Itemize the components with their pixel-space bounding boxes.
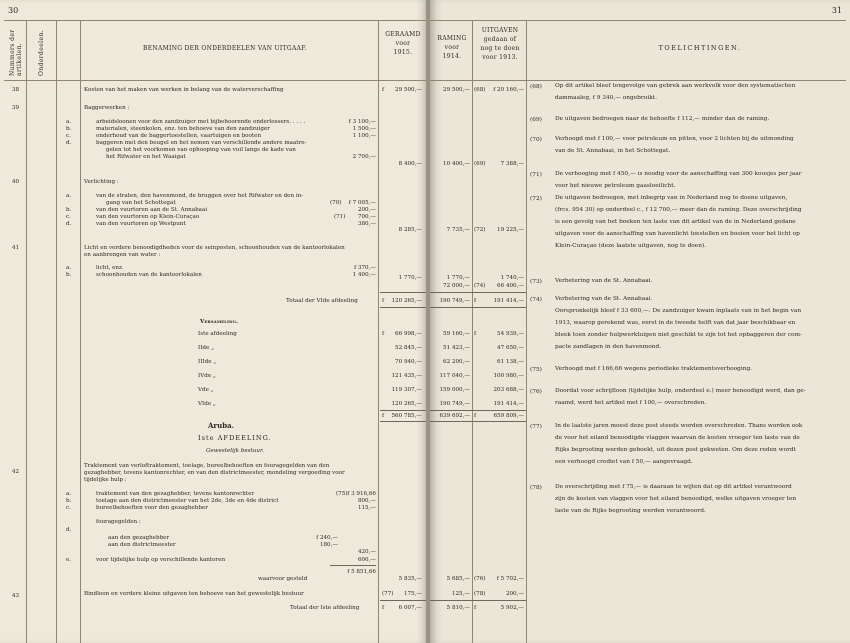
header-raming [432, 34, 472, 61]
notes-7-ref: (75) [530, 367, 542, 373]
rows-a41-items-1-text: schoonhouden van de kantoorlokalen [96, 272, 202, 278]
versameling-rows-1-g: 52 845,— [395, 345, 422, 351]
versameling-rows-2-u: 61 138,— [497, 359, 524, 365]
a42-items-0-letter: a. [66, 491, 72, 497]
rows-a40-items-0-letter: a. [66, 193, 72, 199]
rows-a40-items-3-text: van den vuurtoren op Klein-Curaçao [96, 214, 200, 220]
rows-a41-items-0-letter: a. [66, 265, 72, 271]
versameling-rows-0-label: Iste afdeeling [198, 331, 237, 337]
rows-a39-items-4-text: gelen tot het voorkomen van ophooping van vuil langs de kade van [106, 147, 296, 153]
a42-d2v: 180,— [319, 542, 338, 548]
a42-text-0: Traktement van verloftraktement, toelage, bureelbehoeften en fouragegelden van den [84, 463, 330, 469]
rows-a39-items-3-text: baggeren met den beugel en het nemen van verschillende andere maatre- [96, 140, 307, 146]
notes-0-ref: (68) [530, 84, 542, 90]
rule-line [378, 20, 379, 643]
rule-line [430, 410, 526, 411]
versameling-f: f [474, 413, 477, 419]
notes-6-lines-3: bleek toen zonder hulpwerktuigen niet geschikt te zijn tot het opbaggeren der com- [555, 332, 802, 338]
rule-line [4, 80, 428, 81]
a42-items-2-v: 115,— [357, 505, 376, 511]
a43-ref: (78) [474, 591, 486, 597]
notes-3-ref: (71) [530, 172, 542, 178]
notes-1-lines-0: De uitgaven bedroegen naar de behoefte f 112,— minder dan de raming. [555, 116, 770, 122]
totaal_aruba-label: Totaal der Iste afdeeling [290, 605, 360, 611]
notes-5-ref: (73) [530, 279, 542, 285]
notes-9-lines-0: In de laatste jaren moest deze post steeds worden overschreden. Thans worden ook [555, 423, 803, 429]
rule-line [380, 292, 428, 293]
rows-totaal6-f: f [474, 298, 477, 304]
versameling-f: f [474, 331, 477, 337]
versameling-rows-3-label: IVde „ [198, 373, 216, 379]
rows-a41-r1914a: 1 770,— [446, 275, 470, 281]
notes-8-lines-1: raamd, werd het artikel met f 100,— overschreden. [555, 400, 707, 406]
a43-g1915: 175,— [403, 591, 422, 597]
rows-a39-items-1-text: materialen, steenkolen, enz. ten behoeve van den zandzuiger [96, 126, 270, 132]
versameling-rows-4-u: 203 688,— [493, 387, 524, 393]
aruba-afd: Iste AFDEELING. [198, 434, 272, 442]
versameling-title: Versameling. [200, 319, 238, 325]
rows-a40-items-4-v: 380,— [357, 221, 376, 227]
notes-4-lines-4: Klein-Curaçao (deze laatste uitgaven, nog te doen). [555, 243, 707, 249]
a43-u1913: 200,— [505, 591, 524, 597]
rows-a40-items-1-ref: (70) [330, 200, 342, 206]
rows-a39-r1914: 10 400,— [443, 161, 470, 167]
rows-a39-items-1-v: 1 500,— [352, 126, 376, 132]
versameling-total_g: 560 785,— [391, 413, 422, 419]
totaal_aruba-r1914: 5 810,— [446, 605, 470, 611]
a42-waarvoor: waarvoor gesteld [258, 576, 308, 582]
notes-8-ref: (76) [530, 389, 542, 395]
amount-1915: 29 500,— [395, 87, 422, 93]
rows-a40-items-1-text: gang van het Schottegat [106, 200, 176, 206]
notes-3-lines-0: De verhooging met f 450,— is noodig voor de aanschaffing van 300 kousjes per jaar [555, 171, 802, 177]
rows-a39-items-5-text: het Rifwater en het Waaigat [106, 154, 186, 160]
rows-a41-g1915: 1 770,— [398, 275, 422, 281]
headers-geraamd-0: GERAAMD [385, 31, 421, 38]
notes-0-lines-0: Op dit artikel bleef tengevolge van gebrek aan werkvolk voor den systematischen [555, 83, 796, 89]
rows-a39-u1913: 7 388,— [500, 161, 524, 167]
rows-a39-ref: (69) [474, 161, 486, 167]
a42-items-2-text: bureelbehoeften voor den gezaghebber [96, 505, 208, 511]
notes-2-ref: (70) [530, 137, 542, 143]
rows-a40-items-3-v: 700,— [357, 214, 376, 220]
rows-a39-items-1-letter: b. [66, 126, 72, 132]
a43-num: 43 [12, 593, 20, 599]
header-nummers: Nummers der artikelen. [9, 29, 23, 76]
versameling-rows-5-r: 190 749,— [439, 401, 470, 407]
a42-items-0-text: traktement van den gezaghebber, tevens kantonrechter [96, 491, 255, 497]
totaal_aruba-u1913: 5 902,— [500, 605, 524, 611]
rule-line [380, 410, 428, 411]
versameling-rows-1-u: 47 650,— [497, 345, 524, 351]
header-benaming: BENAMING DER ONDERDEELEN VAN UITGAAF. [143, 45, 307, 52]
a42-d1v: f 240,— [316, 535, 338, 541]
a42-items-2-letter: c. [66, 505, 71, 511]
rows-a39-items-2-letter: c. [66, 133, 71, 139]
rows-a39-title: Baggerwerken : [84, 105, 130, 111]
headers-uitgaven-3: voor 1913. [482, 54, 518, 61]
a42-u1913: f 5 702,— [496, 576, 524, 582]
rows-a40-items-2-letter: b. [66, 207, 72, 213]
rows-a40-u1913: 19 225,— [497, 227, 524, 233]
rows-a39-items-0-v: f 3 100,— [348, 119, 376, 125]
rule-line [56, 20, 57, 643]
notes-5-lines-0: Verbetering van de St. Annabaai. [555, 278, 653, 284]
rows-a40-items-0-text: van de straten, den havenmond, de bruggen over het Rifwater en den in- [96, 193, 304, 199]
rule-line [330, 565, 376, 566]
headers-uitgaven-2: nog te doen [480, 45, 520, 52]
total-label: Totaal der VIde afdeeling [286, 298, 358, 304]
rows-a39-items-2-text: onderhoud van de baggertoestellen, vaartuigen en booten [96, 133, 262, 139]
headers-raming-1: voor [444, 44, 460, 51]
rule-line [430, 421, 526, 422]
rows-a40-items-3-letter: c. [66, 214, 71, 220]
a42-items-0-ref: (75) [336, 491, 348, 497]
versameling-rows-5-g: 120 265,— [391, 401, 422, 407]
a42-foerage: fouragegelden : [96, 519, 141, 525]
rows-totaal6-r1914: 190 749,— [439, 298, 470, 304]
rule-line [80, 20, 81, 643]
rows-a41-text1: Licht en verdere benoodigdheden voor de seinposten, schoonhouden van de kantoorlokalen [84, 245, 345, 251]
rule-line [380, 421, 428, 422]
a42-e_letter: e. [66, 557, 72, 563]
aruba-sub: Gewestelijk bestuur. [206, 448, 264, 454]
a42-num: 42 [12, 469, 20, 475]
versameling-rows-5-u: 191 414,— [493, 401, 524, 407]
rows-a40-ref: (72) [474, 227, 486, 233]
versameling-rows-2-g: 70 940,— [395, 359, 422, 365]
headers-geraamd-2: 1915. [393, 49, 413, 56]
article-text: Kosten van het maken van werken in belang van de waterverschaffing [84, 87, 284, 93]
totaal_aruba-f: f [382, 605, 385, 611]
rule-line [380, 600, 428, 601]
rule-line [26, 20, 27, 643]
a42-text-2: tijdelijke hulp : [84, 477, 127, 483]
versameling-rows-4-g: 119 307,— [391, 387, 422, 393]
article-number: 38 [12, 87, 20, 93]
page-number-left: 30 [8, 6, 19, 15]
aruba-title: Aruba. [208, 421, 235, 430]
a42-e: voor tijdelijke hulp op verschillende kantoren [96, 557, 226, 563]
rows-a40-num: 40 [12, 179, 20, 185]
versameling-total_r: 639 692,— [439, 413, 470, 419]
notes-4-lines-1: (frcs. 954 30) op onderdeel c., f 12 700,— meer dan de raming. Deze overschrijding [555, 207, 802, 213]
rows-a38-r1914: 29 500,— [443, 87, 470, 93]
notes-6-ref: (74) [530, 297, 542, 303]
notes-9-ref: (77) [530, 424, 542, 430]
header-toelichtingen: TOELICHTINGEN. [658, 44, 742, 52]
notes-10-lines-1: zijn de kosten van vlaggen voor het eiland benoodigd, welke uitgaven vroeger ten [555, 496, 797, 502]
versameling-rows-3-g: 121 435,— [391, 373, 422, 379]
a42-items-1-text: toelage aan den districtmeester van het 2de, 3de en 4de district [96, 498, 279, 504]
versameling-rows-2-r: 62 200,— [443, 359, 470, 365]
a42-ref: (76) [474, 576, 486, 582]
versameling-rows-0-g: 66 998,— [395, 331, 422, 337]
versameling-rows-3-r: 117 040,— [439, 373, 470, 379]
right-page [430, 0, 850, 643]
a42-d_letter: d. [66, 527, 72, 533]
rows-a41-items-0-text: licht, enz. [96, 265, 124, 271]
notes-10-lines-0: De overschrijding met f 75,— is daaraan te wijten dat op dit artikel verantwoord [555, 484, 792, 490]
rows-a39-items-3-letter: d. [66, 140, 72, 146]
rows-a41-items-1-letter: b. [66, 272, 72, 278]
versameling-f: f [382, 331, 385, 337]
rows-a41-ref: (74) [474, 283, 486, 289]
a42-text-1: gezaghebber, tevens kantonrechter, en van den districtmeester, mondeling vergoeding voor [84, 470, 345, 476]
rows-a41-u1913b: 66 400,— [497, 283, 524, 289]
a42-ev: 600,— [357, 557, 376, 563]
notes-2-lines-1: van de St. Annabaai, in het Schottegat. [555, 148, 671, 154]
headers-geraamd-1: voor [395, 40, 411, 47]
rows-a41-num: 41 [12, 245, 20, 251]
rows-a39-g1915: 8 400,— [398, 161, 422, 167]
rows-a40-items-1-v: f 7 005,— [348, 200, 376, 206]
rows-a39-items-0-letter: a. [66, 119, 72, 125]
rows-a41-items-0-v: f 370,— [354, 265, 376, 271]
rows-a41-items-1-v: 1 400,— [352, 272, 376, 278]
headers-raming-2: 1914. [442, 53, 462, 60]
a42-items-1-letter: b. [66, 498, 72, 504]
rows-totaal6-f: f [382, 298, 385, 304]
versameling-rows-0-r: 59 160,— [443, 331, 470, 337]
rows-a39-items-2-v: 1 100,— [352, 133, 376, 139]
notes-6-lines-2: 1913, waarop gerekend was, eerst in de tweede helft van dat jaar beschikbaar en [555, 320, 796, 326]
notes-10-ref: (78) [530, 485, 542, 491]
a42-items-0-v: f 3 916,66 [347, 491, 376, 497]
a42-items-1-v: 800,— [357, 498, 376, 504]
rows-a38-ref: (68) [474, 87, 486, 93]
rows-a40-title: Verlichting : [84, 179, 119, 185]
rule-line [430, 600, 526, 601]
notes-4-ref: (72) [530, 196, 542, 202]
versameling-f: f [382, 413, 385, 419]
a42-r1914: 5 685,— [446, 576, 470, 582]
headers-uitgaven-0: UITGAVEN [481, 27, 519, 34]
notes-3-lines-1: voor het nieuwe petroleum gaasloeilicht. [555, 183, 676, 189]
a43-r1914: 125,— [451, 591, 470, 597]
versameling-rows-4-r: 159 000,— [439, 387, 470, 393]
a42-dsum: 420,— [357, 549, 376, 555]
notes-7-lines-0: Verhoogd met f 166,66 wegens periodieke traktementsverhooging. [555, 366, 753, 372]
rule-line [472, 20, 473, 643]
rows-a40-items-4-text: van den vuurtoren op Westpunt [96, 221, 186, 227]
versameling-rows-0-u: 54 939,— [497, 331, 524, 337]
rule-line [380, 307, 428, 308]
a42-sum: f 5 851,66 [347, 569, 376, 575]
rule-line [430, 307, 526, 308]
rows-a38-f: f [382, 87, 385, 93]
header-onderdeelen: Onderdeelen. [38, 29, 45, 76]
a42-d1: aan den gezaghebber [108, 535, 170, 541]
versameling-rows-4-label: Vde „ [198, 387, 214, 393]
rows-a40-items-4-letter: d. [66, 221, 72, 227]
versameling-rows-3-u: 100 980,— [493, 373, 524, 379]
rule-line [526, 20, 527, 643]
rows-totaal6-g1915: 120 265,— [391, 298, 422, 304]
rows-a41-u1913a: 1 740,— [500, 275, 524, 281]
notes-4-lines-2: is een gevolg van het boeken ten laste van dit artikel van de in Nederland gedane [555, 219, 796, 225]
header-geraamd [380, 30, 426, 57]
notes-6-lines-4: pacte zandlagen in den havenmond. [555, 344, 662, 350]
notes-1-ref: (69) [530, 117, 542, 123]
versameling-rows-1-r: 51 423,— [443, 345, 470, 351]
notes-4-lines-3: uitgaven voor de aanschaffing van havenlicht toestellen en booien voor het licht op [555, 231, 800, 237]
rule-line [430, 20, 846, 21]
versameling-rows-5-label: VIde „ [198, 401, 216, 407]
rows-totaal6-u1913: 191 414,— [493, 298, 524, 304]
a42-g1915: 5 835,— [398, 576, 422, 582]
rows-a40-items-2-v: 200,— [357, 207, 376, 213]
totaal_aruba-f: f [474, 605, 477, 611]
rows-a38-u1913: f 20 160,— [493, 87, 524, 93]
versameling-total_u: 659 809,— [493, 413, 524, 419]
notes-10-lines-2: laste van de Rijks begrooting werden verantwoord. [555, 508, 706, 514]
totaal_aruba-g1915: 6 007,— [398, 605, 422, 611]
notes-9-lines-1: de voor het eiland benoodigde vlaggen waarvan de kosten vroeger ten laste van de [555, 435, 800, 441]
rule-line [4, 20, 428, 21]
notes-8-lines-0: Doordat voor schrijfloon (tijdelijke hulp, onderdeel e.) meer benoodigd werd, dan ge- [555, 388, 806, 394]
page-number-right: 31 [831, 6, 842, 15]
a43-ref1: (77) [382, 591, 394, 597]
notes-4-lines-0: De uitgaven bedroegen, met inbegrip van in Nederland nog te doene uitgaven, [555, 195, 788, 201]
notes-6-lines-0: Verbetering van de St. Annabaai. [555, 296, 653, 302]
versameling-rows-1-label: IIde „ [198, 345, 214, 351]
notes-0-lines-1: dammaaleg, f 9 340,— ongebruikt. [555, 95, 657, 101]
notes-9-lines-2: Rijks begrooting werden geboekt, uit dezen post gekweten. Om deze reden wordt [555, 447, 796, 453]
rows-a41-r1914b: 72 000,— [443, 283, 470, 289]
rule-line [430, 292, 526, 293]
rows-a39-num: 39 [12, 105, 20, 111]
headers-raming-0: RAMING [437, 35, 467, 42]
rows-a40-items-3-ref: (71) [334, 214, 346, 220]
rows-a40-r1914: 7 735,— [446, 227, 470, 233]
rows-a40-g1915: 8 285,— [398, 227, 422, 233]
a43-text: Bindloon en verdere kleine uitgaven ten behoeve van het gewestelijk bestuur [84, 591, 304, 597]
rows-a39-items-0-text: arbeidsloonen voor den zandzuiger met bijbehoorende onderlossers. . . . . [96, 119, 306, 125]
versameling-rows-2-label: IIIde „ [198, 359, 217, 365]
notes-2-lines-0: Verhoogd met f 100,— voor petroleum en pitten, voor 2 lichten bij de uitmonding [555, 136, 794, 142]
notes-6-lines-1: Oorspronkelijk bleef f 33 600,—. De zandzuiger kwam inplaats van in het begin van [555, 308, 802, 314]
a42-d2: aan den districtmeester [108, 542, 176, 548]
rows-a40-items-2-text: van den vuurtoren aan de St. Annabaai [96, 207, 208, 213]
notes-9-lines-3: een verhoogd crediet van f 50,— aangevraagd. [555, 459, 693, 465]
rows-a41-text2: en aanbrengen van water : [84, 252, 161, 258]
headers-uitgaven-1: gedaan of [483, 36, 517, 43]
rows-a39-items-5-v: 2 700,— [352, 154, 376, 160]
header-uitgaven [474, 26, 526, 62]
